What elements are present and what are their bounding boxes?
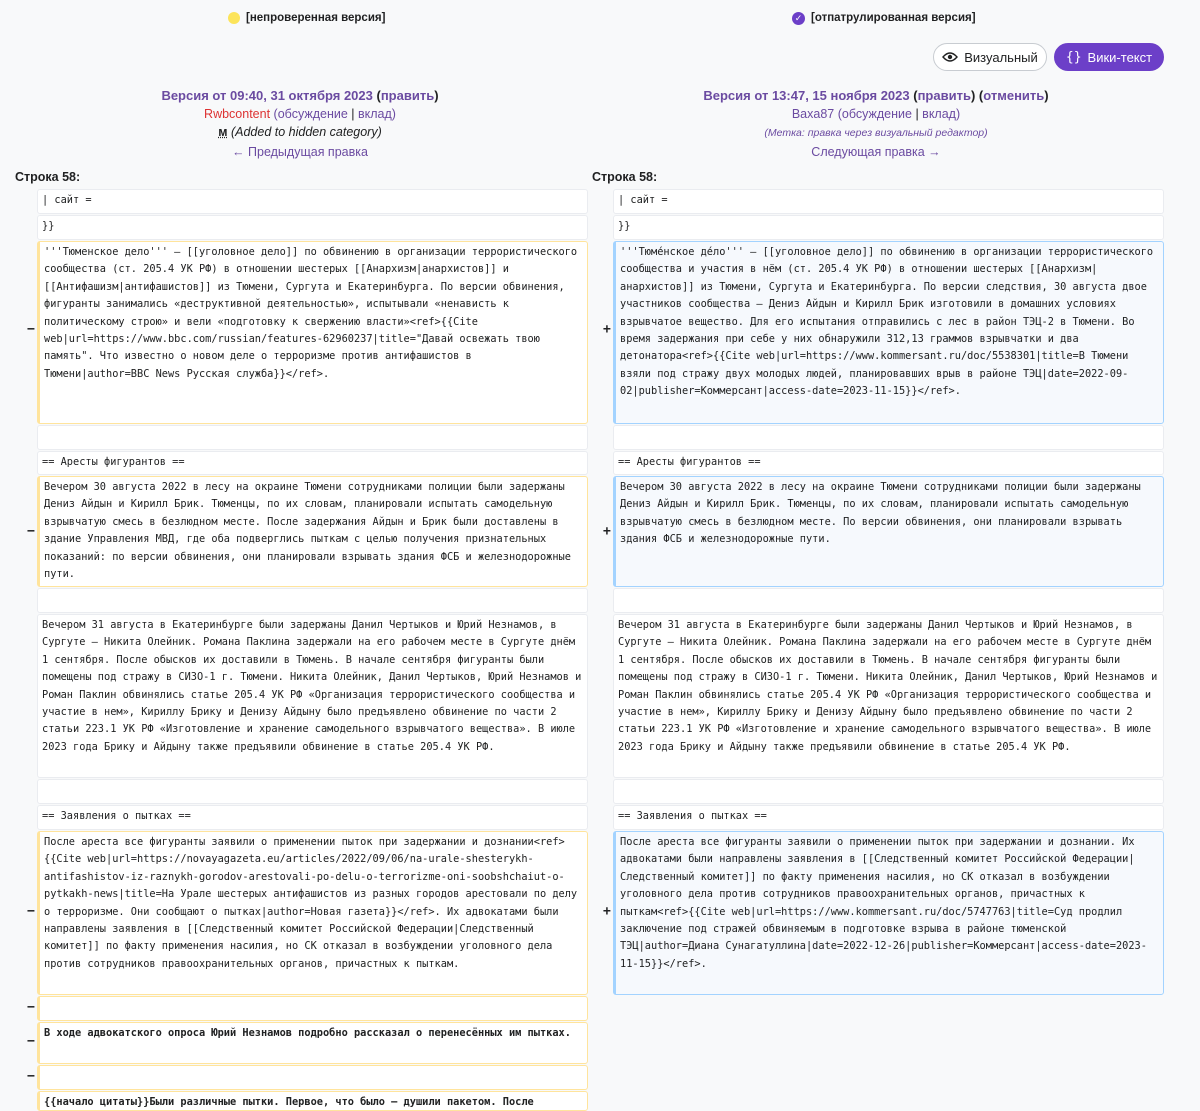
left-context-paragraph: Вечером 31 августа в Екатеринбурге были задержаны Данил Чертыков и Юрий Незнамов, в Сургуте — Никита Олейник. Романа Паклина задержали на его рабочем месте в Сургуте днём 1 сентября. После обысков их доставили в Тюмень. В начале сентября фигуранты были помещены под стражу в СИЗО-1 г. Тюмени. Никита Олейник, Данил Чертыков, Юрий Незнамов и Роман Паклин обвинялись статье 205.4 УК РФ «Организация террористического сообщества и участие в нем», Кириллу Брику и Денизу Айдыну было предъявлено обвинение по части 2 статьи 223.1 УК РФ «Изготовление и хранение самодельного взрывчатого вещества». В июле 2023 года Брику и Айдыну также предъявили обвинение в статье 205.4 УК РФ. bbox=[37, 614, 588, 778]
left-deleted-paragraph: Вечером 30 августа 2022 в лесу на окраине Тюмени сотрудниками полиции были задержаны Дениз Айдын и Кирилл Брик. Тюменцы, по их словам, планировали испытать самодельную взрывчатую смесь в безлюдном месте. После задержания Айдын и Брик были доставлены в здание Управления МВД, где оба подверглись пыткам с целью получения признательных показаний: по версии обвинения, они планировали взрывать здания ФСБ и железнодорожные пути. bbox=[37, 476, 588, 587]
left-section-arrests: == Аресты фигурантов == bbox=[37, 451, 588, 475]
left-edit-link[interactable]: править bbox=[380, 88, 435, 103]
wikitext-view-button[interactable] bbox=[1054, 43, 1164, 71]
left-contrib-link[interactable]: вклад bbox=[357, 107, 392, 121]
right-added-paragraph: После ареста все фигуранты заявили о применении пыток при задержании и дознании. Их адвокатами были направлены заявления в [[Следственный комитет Российской Федерации|Следственный комитет]] по факту применения насилия, но СК отказал в возбуждении уголовного дела против сотрудников правоохранительных органов, причастных к пыткам<ref>{{Cite web|url=https://www.kommersant.ru/doc/5747763|title=Суд продлил заключение под стражей обвиняемым в подготовке взрыва в районе тюменской ТЭЦ|author=Диана Сунагатуллина|date=2022-12-26|publisher=Коммерсант|access-date=2023-11-15}}</ref>. bbox=[613, 831, 1164, 995]
deleted-marker: − bbox=[27, 322, 35, 337]
right-added-paragraph: '''Тюме́нское де́ло''' — [[уголовное дело]] по обвинению в организации террористического сообщества и участия в нём (ст. 205.4 УК РФ) в отношении шестерых [[Анархизм|анархистов]] из Тюмени, Сургута и Екатеринбурга. По версии следствия, 30 августа двое участников сообщества — Дениз Айдын и Кирилл Брик изготовили в домашних условиях взрывчатое вещество. Для его испытания отправились с лес в район ТЭЦ-2 в Тюмени. Во время задержания при себе у них обнаружили 312,13 граммов взрывчатки и два детонатора<ref>{{Cite web|url=https://www.kommersant.ru/doc/5538301|title=В Тюмени взяли под стражу двух молодых людей, планировавших врыв в районе ТЭЦ|date=2022-09-02|publisher=Коммерсант|access-date=2023-11-15}}</ref>. bbox=[613, 241, 1164, 424]
braces-icon: {} bbox=[1065, 49, 1082, 65]
right-edit-tag: (Метка: правка через визуальный редактор) bbox=[764, 127, 988, 139]
right-blank-line bbox=[613, 588, 1164, 613]
left-blank-line bbox=[37, 779, 588, 804]
left-line-number: Строка 58: bbox=[15, 170, 81, 184]
left-summary-line bbox=[100, 125, 500, 139]
left-edit-summary: (Added to hidden category) bbox=[230, 125, 382, 139]
deleted-marker: − bbox=[27, 904, 35, 919]
right-talk-link[interactable]: обсуждение bbox=[841, 107, 912, 121]
left-deleted-blank bbox=[37, 1065, 588, 1090]
right-added-paragraph: Вечером 30 августа 2022 в лесу на окраине Тюмени сотрудниками полиции были задержаны Дениз Айдын и Кирилл Брик. Тюменцы, по их словам, планировали испытать самодельную взрывчатую смесь в безлюдном месте. По версии обвинения, они планировали взрывать здания ФСБ и железнодорожные пути. bbox=[613, 476, 1164, 587]
right-edit-link[interactable]: править bbox=[917, 88, 971, 103]
right-user-line: Baxa87 (обсуждение | вклад) bbox=[791, 107, 961, 121]
right-context-close: }} bbox=[613, 215, 1164, 240]
right-contrib-link[interactable]: вклад bbox=[922, 107, 956, 121]
right-section-arrests: == Аресты фигурантов == bbox=[613, 451, 1164, 475]
deleted-marker: − bbox=[27, 1000, 35, 1015]
left-version-link[interactable]: Версия от 09:40, 31 октября 2023 bbox=[161, 88, 373, 103]
visual-view-label: Визуальный bbox=[964, 49, 1038, 65]
previous-edit-link[interactable]: ← Предыдущая правка bbox=[232, 145, 368, 159]
added-marker: + bbox=[603, 904, 611, 919]
left-talk-link[interactable]: обсуждение bbox=[277, 107, 348, 121]
unchecked-version-icon bbox=[228, 12, 240, 24]
left-context-site: | сайт = bbox=[37, 189, 588, 214]
left-deleted-paragraph: '''Тюменское дело''' — [[уголовное дело]] по обвинению в организации террористического сообщества (ст. 205.4 УК РФ) в отношении шестерых [[Анархизм|анархистов]] и [[Антифашизм|антифашистов]] из Тюмени, Сургута и Екатеринбурга. По версии обвинения, фигуранты занимались «деструктивной деятельностью», испытывали «ненависть к политическому строю» и вели «подготовку к свержению власти»<ref>{{Cite web|url=https://www.bbc.com/russian/features-62960237|title="Давай освежать твою память". Что известно о новом деле о терроризме против антифашистов в Тюмени|author=BBC News Русская служба}}</ref>. bbox=[37, 241, 588, 424]
deleted-marker: − bbox=[27, 1069, 35, 1084]
left-blank-line bbox=[37, 425, 588, 450]
left-version-status: [непроверенная версия] bbox=[246, 12, 386, 24]
right-undo-link[interactable]: отменить bbox=[983, 88, 1045, 103]
right-version-link[interactable]: Версия от 13:47, 15 ноября 2023 bbox=[703, 88, 910, 103]
left-blank-line bbox=[37, 588, 588, 613]
right-blank-line bbox=[613, 425, 1164, 450]
next-edit-link[interactable]: Следующая правка → bbox=[811, 145, 941, 159]
visual-view-button[interactable] bbox=[933, 43, 1047, 71]
left-user-link[interactable]: Rwbcontent bbox=[204, 107, 271, 121]
right-context-paragraph: Вечером 31 августа в Екатеринбурге были задержаны Данил Чертыков и Юрий Незнамов, в Сургуте — Никита Олейник. Романа Паклина задержали на его рабочем месте в Сургуте днём 1 сентября. После обысков их доставили в Тюмень. В начале сентября фигуранты были помещены под стражу в СИЗО-1 г. Тюмени. Никита Олейник, Данил Чертыков, Юрий Незнамов и Роман Паклин обвинялись статье 205.4 УК РФ «Организация террористического сообщества и участие в нем», Кириллу Брику и Денизу Айдыну было предъявлено обвинение по части 2 статьи 223.1 УК РФ «Изготовление и хранение самодельного взрывчатого вещества». В июле 2023 года Брику и Айдыну также предъявили обвинение в статье 205.4 УК РФ. bbox=[613, 614, 1164, 778]
left-user-line: Rwbcontent (обсуждение | вклад) bbox=[204, 107, 396, 121]
right-version-title: Версия от 13:47, 15 ноября 2023 (править) (отменить) bbox=[703, 88, 1049, 103]
left-section-torture: == Заявления о пытках == bbox=[37, 805, 588, 830]
minor-edit-mark: м bbox=[218, 125, 228, 139]
right-context-site: | сайт = bbox=[613, 189, 1164, 214]
left-deleted-paragraph: В ходе адвокатского опроса Юрий Незнамов подробно рассказал о перенесённых им пытках. bbox=[37, 1022, 588, 1064]
patrolled-version-icon: ✓ bbox=[792, 12, 805, 25]
eye-icon bbox=[942, 51, 958, 63]
left-deleted-paragraph: {{начало цитаты}}Были различные пытки. Первое, что было — душили пакетом. После bbox=[37, 1091, 588, 1111]
wikitext-view-label: Вики-текст bbox=[1087, 49, 1153, 65]
left-context-close: }} bbox=[37, 215, 588, 240]
right-section-torture: == Заявления о пытках == bbox=[613, 805, 1164, 830]
right-line-number: Строка 58: bbox=[592, 170, 658, 184]
left-deleted-paragraph: После ареста все фигуранты заявили о применении пыток при задержании и дознании<ref>{{Cite web|url=https://novayagazeta.eu/articles/2022/09/06/na-urale-shesterykh-antifashistov-iz-raznykh-gorodov-arestovali-po-delu-o-terrorizme-oni-soobshchaiut-o-pytkakh-news|title=На Урале шестерых антифашистов из разных городов арестовали по делу о терроризме. Они сообщают о пытках|author=Новая газета}}</ref>. Их адвокатами были направлены заявления в [[Следственный комитет Российской Федерации|Следственный комитет]] по факту применения насилия, но СК отказал в возбуждении уголовного дела против сотрудников правоохранительных органов, причастных к пыткам. bbox=[37, 831, 588, 995]
deleted-marker: − bbox=[27, 524, 35, 539]
deleted-marker: − bbox=[27, 1034, 35, 1049]
added-marker: + bbox=[603, 524, 611, 539]
left-deleted-blank bbox=[37, 996, 588, 1021]
right-version-status: [отпатрулированная версия] bbox=[811, 12, 976, 24]
right-user-link[interactable]: Baxa87 bbox=[791, 107, 835, 121]
right-blank-line bbox=[613, 779, 1164, 804]
left-version-title: Версия от 09:40, 31 октября 2023 (править) bbox=[161, 88, 439, 103]
added-marker: + bbox=[603, 322, 611, 337]
